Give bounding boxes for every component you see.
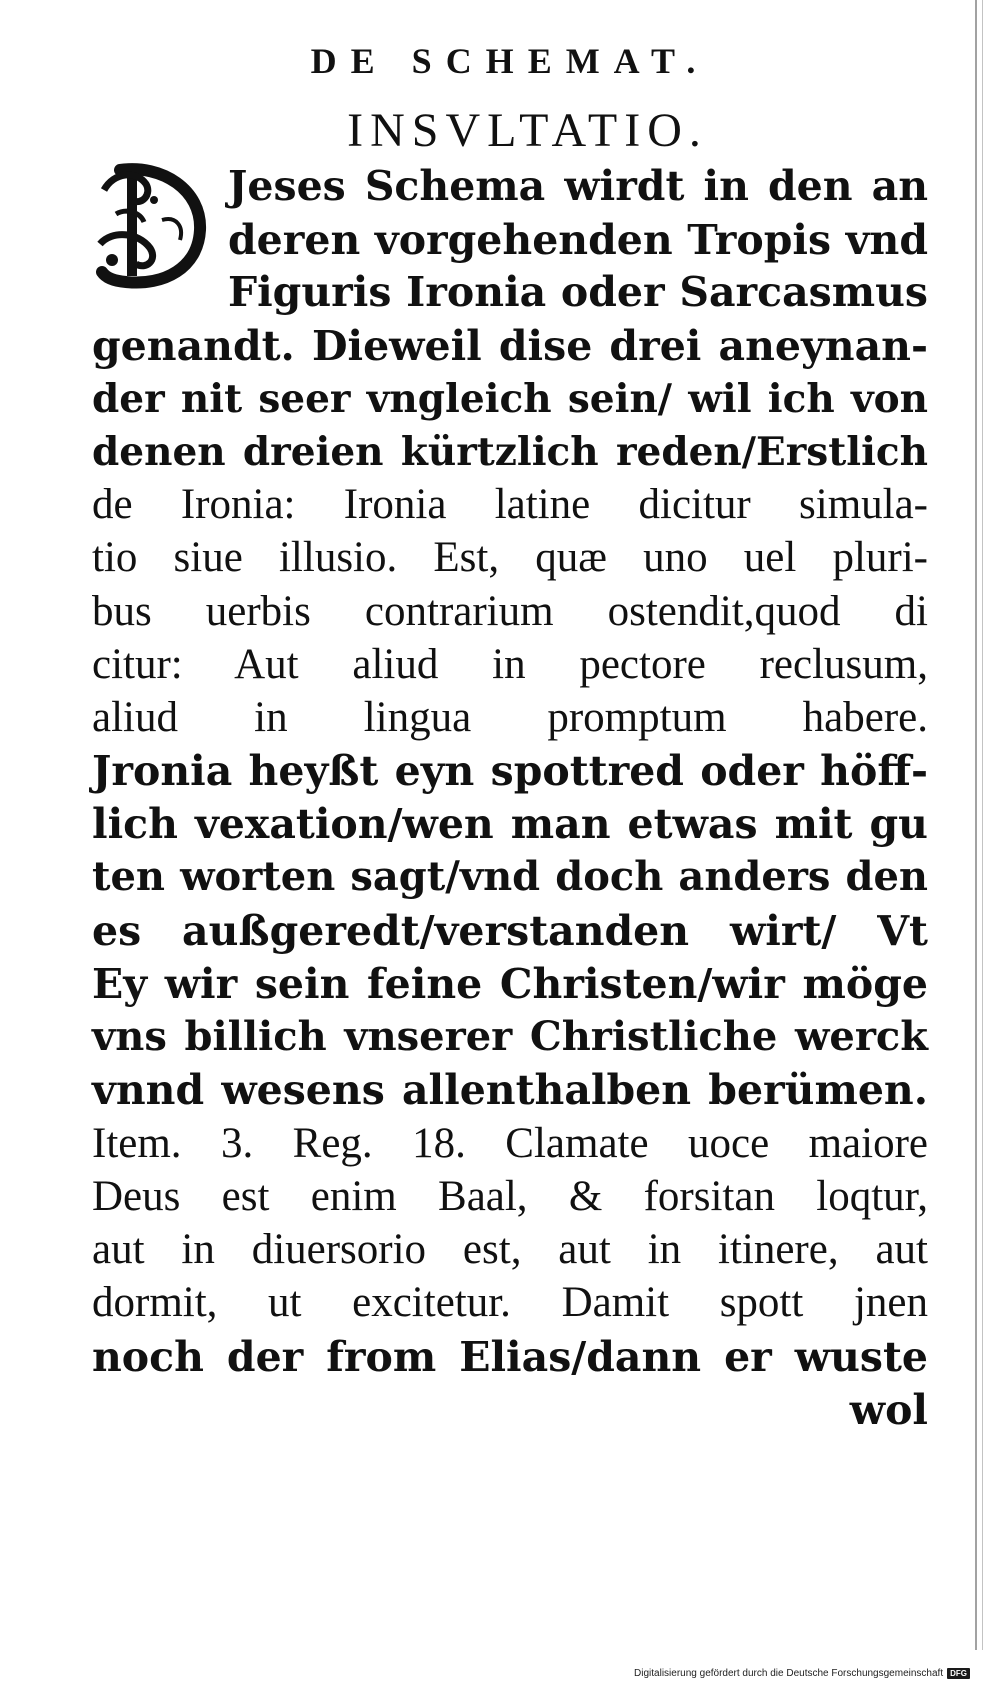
text-line: dormit, ut excitetur. Damit spott jnen <box>92 1279 928 1326</box>
text-line: es außgeredt/verstanden wirt/ Vt <box>92 907 928 955</box>
text-line: tio siue illusio. Est, quæ uno uel pluri- <box>92 534 928 581</box>
text-line: vns billich vnserer Christliche werck <box>92 1013 928 1060</box>
running-head: DE SCHEMAT. <box>310 41 710 81</box>
text-line: Jeses Schema wirdt in den an <box>228 162 928 210</box>
section-title: INSVLTATIO. <box>347 104 708 157</box>
text-line: genandt. Dieweil dise drei aneynan- <box>92 322 928 370</box>
text-line: ten worten sagt/vnd doch anders den <box>92 853 928 900</box>
text-line: bus uerbis contrarium ostendit,quod di <box>92 588 928 635</box>
text-line: deren vorgehenden Tropis vnd <box>228 216 928 264</box>
scan-edge <box>975 0 977 1650</box>
text-line: vnnd wesens allenthalben berümen. <box>92 1066 928 1114</box>
text-line: citur: Aut aliud in pectore reclusum, <box>92 641 928 688</box>
scan-edge-inner <box>982 0 983 1650</box>
digitization-credit <box>634 1668 970 1679</box>
text-line: Figuris Ironia oder Sarcasmus <box>228 268 928 316</box>
text-line: noch der from Elias/dann er wuste <box>92 1333 928 1381</box>
decorated-initial <box>92 160 210 290</box>
text-line: Deus est enim Baal, & forsitan loqtur, <box>92 1173 928 1220</box>
text-line: aliud in lingua promptum habere. <box>92 694 928 741</box>
catchword: wol <box>849 1386 928 1434</box>
text-line: denen dreien kürtzlich reden/Erstlich <box>92 429 928 475</box>
text-line: Jronia heyßt eyn spottred oder höff- <box>92 747 928 795</box>
decorated-initial-d-icon <box>92 160 210 290</box>
text-line: de Ironia: Ironia latine dicitur simula- <box>92 481 928 528</box>
text-line: aut in diuersorio est, aut in itinere, aut <box>92 1226 928 1273</box>
credit-text: Digitalisierung gefördert durch die Deutsche Forschungsgemeinschaft <box>634 1668 944 1679</box>
text-line: lich vexation/wen man etwas mit gu <box>92 800 928 848</box>
text-line: Ey wir sein feine Christen/wir möge <box>92 960 928 1008</box>
text-line: der nit seer vngleich sein/ wil ich von <box>92 376 928 422</box>
text-line: Item. 3. Reg. 18. Clamate uoce maiore <box>92 1120 928 1167</box>
dfg-logo: DFG <box>947 1668 970 1679</box>
